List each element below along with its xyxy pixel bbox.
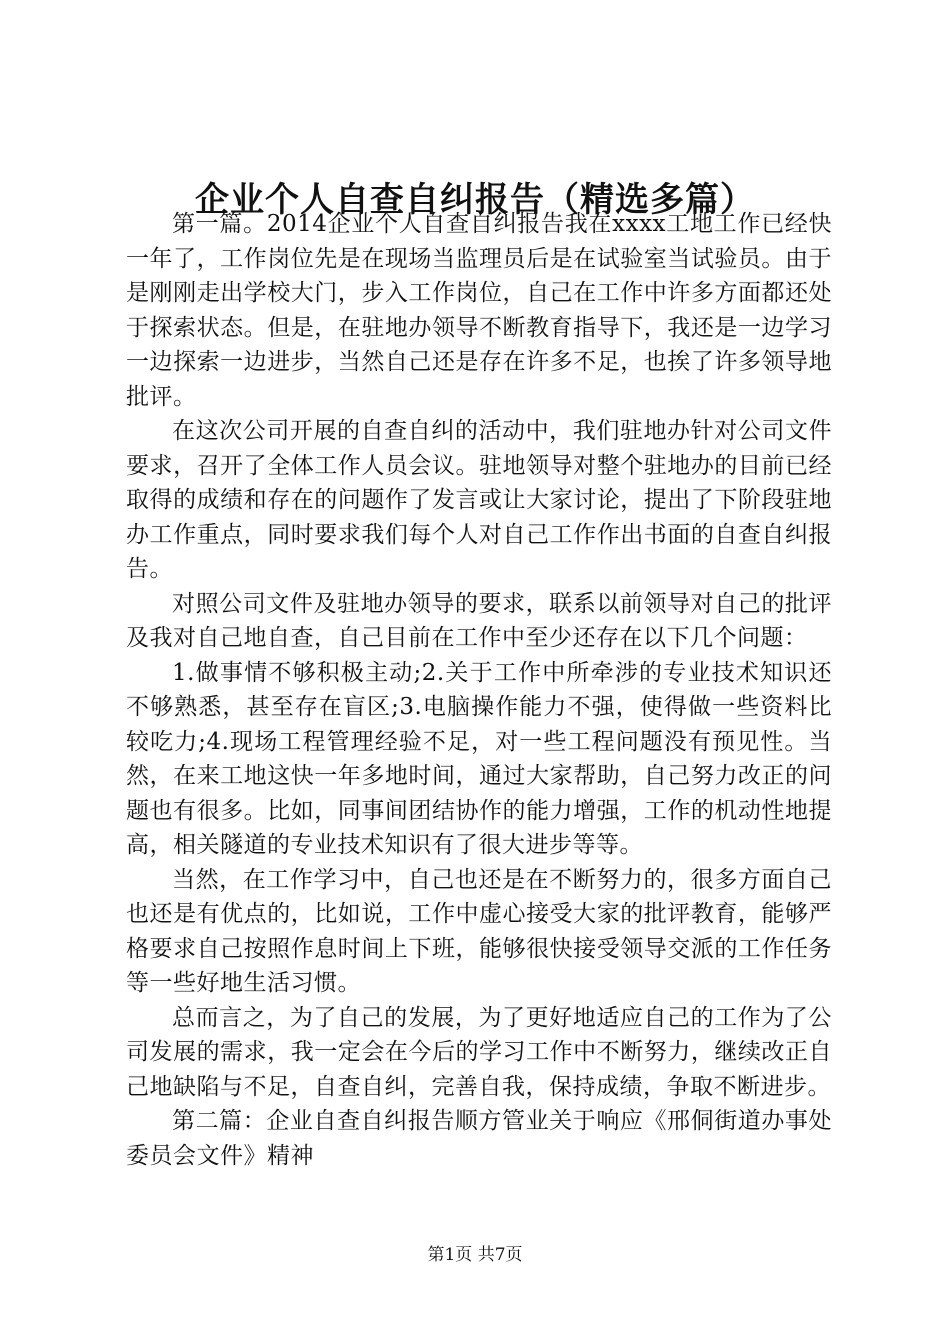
paragraph-1: 第一篇。2014企业个人自查自纠报告我在xxxx工地工作已经快一年了，工作岗位先是在现场当监理员后是在试验室当试验员。由于是刚刚走出学校大门，步入工作岗位，自己在工作中许多方面都还处于探索状态。但是，在驻地办领导不断教育指导下，我还是一边学习一边探索一边进步，当然自己还是存在许多不足，也挨了许多领导地批评。 xyxy=(126,211,832,410)
document-title: 企业个人自查自纠报告（精选多篇） xyxy=(195,180,755,220)
paragraph-2: 在这次公司开展的自查自纠的活动中，我们驻地办针对公司文件要求，召开了全体工作人员会议。驻地领导对整个驻地办的目前已经取得的成绩和存在的问题作了发言或让大家讨论，提出了下阶段驻地办工作重点，同时要求我们每个人对自己工作作出书面的自查自纠报告。 xyxy=(126,418,832,582)
paragraph-4: 1.做事情不够积极主动;2.关于工作中所牵涉的专业技术知识还不够熟悉，甚至存在盲区;3.电脑操作能力不强，使得做一些资料比较吃力;4.现场工程管理经验不足，对一些工程问题没有预见性。当然，在来工地这快一年多地时间，通过大家帮助，自己努力改正的问题也有很多。比如，同事间团结协作的能力增强，工作的机动性地提高，相关隧道的专业技术知识有了很大进步等等。 xyxy=(126,659,832,858)
paragraph-7: 第二篇：企业自查自纠报告顺方管业关于响应《邢侗街道办事处委员会文件》精神 xyxy=(126,1108,832,1169)
paragraph-3: 对照公司文件及驻地办领导的要求，联系以前领导对自己的批评及我对自己地自查，自己目前在工作中至少还存在以下几个问题： xyxy=(126,590,832,651)
paragraph-6: 总而言之，为了自己的发展，为了更好地适应自己的工作为了公司发展的需求，我一定会在今后的学习工作中不断努力，继续改正自己地缺陷与不足，自查自纠，完善自我，保持成绩，争取不断进步。 xyxy=(126,1004,832,1100)
page-number-footer: 第1页 共7页 xyxy=(427,1245,523,1265)
document-body xyxy=(126,207,832,1173)
paragraph-5: 当然，在工作学习中，自己也还是在不断努力的，很多方面自己也还是有优点的，比如说，工作中虚心接受大家的批评教育，能够严格要求自己按照作息时间上下班，能够很快接受领导交派的工作任务等一些好地生活习惯。 xyxy=(126,866,832,996)
